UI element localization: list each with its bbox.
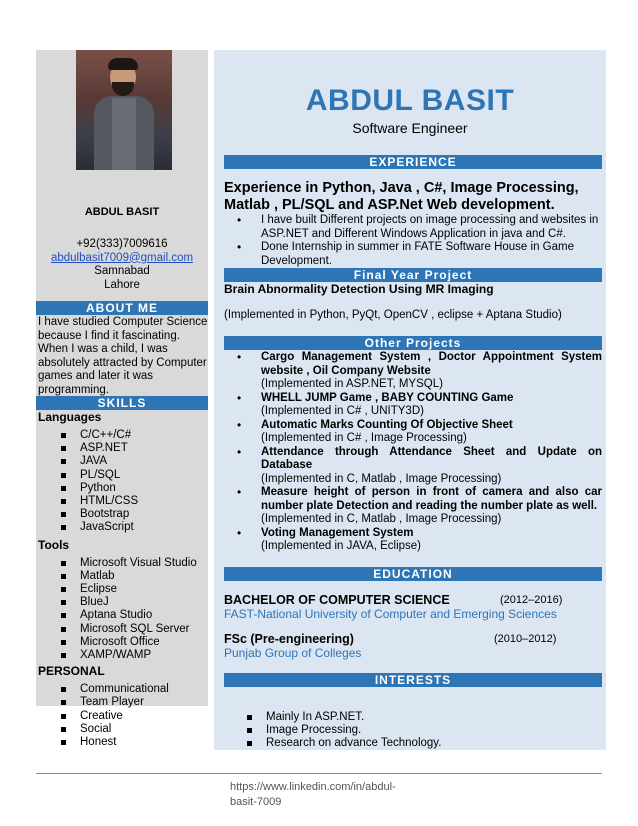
list-item	[224, 486, 602, 527]
project-implementation: (Implemented in C, Matlab , Image Processing)	[261, 513, 502, 525]
project-title: • WHELL JUMP Game , BABY COUNTING Game	[261, 391, 514, 404]
list-item: Image Processing.	[224, 724, 594, 737]
fyp-implementation: (Implemented in Python, PyQt, OpenCV , eclipse + Aptana Studio)	[224, 309, 562, 321]
linkedin-link-line-2: basit-7009	[230, 796, 282, 808]
project-title: • Automatic Marks Counting Of Objective Sheet	[261, 418, 513, 431]
interests-list	[224, 711, 594, 751]
list-item: Communicational	[38, 683, 208, 696]
experience-heading: EXPERIENCE	[224, 155, 602, 169]
institution: Punjab Group of Colleges	[224, 646, 362, 660]
list-item: • I have built Different projects on image processing and websites in ASP.NET and Different Windows Application in java and C#.	[224, 214, 602, 241]
list-item	[224, 446, 602, 487]
list-item	[224, 392, 602, 419]
footer-divider	[36, 773, 602, 774]
address-line-1: Samnabad	[94, 265, 150, 277]
list-item: BlueJ	[38, 596, 208, 609]
list-item: Honest	[38, 736, 208, 749]
list-item: Matlab	[38, 570, 208, 583]
list-item: Python	[38, 482, 208, 495]
degree: FSc (Pre-engineering)	[224, 632, 354, 646]
list-item: Aptana Studio	[38, 609, 208, 622]
personal-list	[38, 683, 208, 749]
list-item: C/C++/C#	[38, 429, 208, 442]
tools-list	[38, 557, 208, 663]
profile-photo	[76, 50, 172, 170]
email-link[interactable]: abdulbasit7009@gmail.com	[50, 251, 194, 264]
list-item: Mainly In ASP.NET.	[224, 711, 594, 724]
list-item: Research on advance Technology.	[224, 737, 594, 750]
years: (2012–2016)	[500, 594, 563, 606]
candidate-name: ABDUL BASIT	[305, 84, 515, 117]
projects-list	[224, 351, 602, 554]
list-item: PL/SQL	[38, 469, 208, 482]
project-implementation: (Implemented in ASP.NET, MYSQL)	[261, 378, 443, 390]
years: (2010–2012)	[494, 633, 557, 645]
interests-heading: INTERESTS	[224, 673, 602, 687]
list-item: Microsoft SQL Server	[38, 623, 208, 636]
project-implementation: (Implemented in C# , UNITY3D)	[261, 405, 424, 417]
list-item: ASP.NET	[38, 442, 208, 455]
list-item: JavaScript	[38, 521, 208, 534]
institution: FAST-National University of Computer and Emerging Sciences	[224, 607, 557, 621]
experience-summary: Experience in Python, Java , C#, Image Processing, Matlab , PL/SQL and ASP.Net Web development.	[224, 180, 579, 213]
list-item: Microsoft Office	[38, 636, 208, 649]
project-title: • Attendance through Attendance Sheet and Update on Database	[261, 445, 602, 471]
project-title: • Cargo Management System , Doctor Appointment System website , Oil Company Website	[261, 351, 602, 377]
list-item: • Done Internship in summer in FATE Software House in Game Development.	[224, 241, 602, 268]
sidebar-name: ABDUL BASIT	[84, 206, 160, 218]
project-title: • Voting Management System	[261, 526, 414, 539]
project-implementation: (Implemented in JAVA, Eclipse)	[261, 540, 421, 552]
list-item: JAVA	[38, 455, 208, 468]
project-title: • Measure height of person in front of camera and also car number plate Detection and reading the number plate as well.	[261, 486, 602, 512]
address-line-2: Lahore	[104, 278, 140, 291]
skills-section	[38, 410, 208, 749]
about-text: I have studied Computer Science because I find it fascinating. When I was a child, I was absolutely attracted by Computer games and later it was programming.	[38, 316, 208, 396]
personal-heading: PERSONAL	[38, 664, 105, 679]
fyp-title: Brain Abnormality Detection Using MR Imaging	[224, 282, 494, 296]
about-heading: ABOUT ME	[36, 301, 208, 315]
contact-block	[36, 238, 208, 292]
education-entry	[224, 632, 564, 660]
list-item	[224, 351, 602, 392]
list-item: Microsoft Visual Studio	[38, 557, 208, 570]
list-item	[224, 419, 602, 446]
tools-heading: Tools	[38, 537, 70, 552]
list-item: HTML/CSS	[38, 495, 208, 508]
education-entry	[224, 593, 564, 621]
degree: BACHELOR OF COMPUTER SCIENCE	[224, 593, 450, 607]
phone-number: +92(333)7009616	[76, 238, 168, 250]
list-item: Team Player	[38, 696, 208, 709]
education-heading: EDUCATION	[224, 567, 602, 581]
list-item: Eclipse	[38, 583, 208, 596]
list-item	[224, 527, 602, 554]
languages-list	[38, 429, 208, 535]
list-item: XAMP/WAMP	[38, 649, 208, 662]
list-item: Social	[38, 723, 208, 736]
job-title: Software Engineer	[352, 120, 468, 136]
skills-heading: SKILLS	[36, 396, 208, 410]
other-projects-heading: Other Projects	[224, 336, 602, 350]
list-item: Creative	[38, 710, 208, 723]
languages-heading: Languages	[38, 410, 102, 424]
final-year-project-heading: Final Year Project	[224, 268, 602, 282]
linkedin-link[interactable]	[230, 780, 430, 810]
linkedin-link-line-1: https://www.linkedin.com/in/abdul-	[230, 781, 396, 793]
project-implementation: (Implemented in C# , Image Processing)	[261, 432, 467, 444]
project-implementation: (Implemented in C, Matlab , Image Processing)	[261, 472, 502, 485]
experience-list	[224, 214, 602, 268]
list-item: Bootstrap	[38, 508, 208, 521]
